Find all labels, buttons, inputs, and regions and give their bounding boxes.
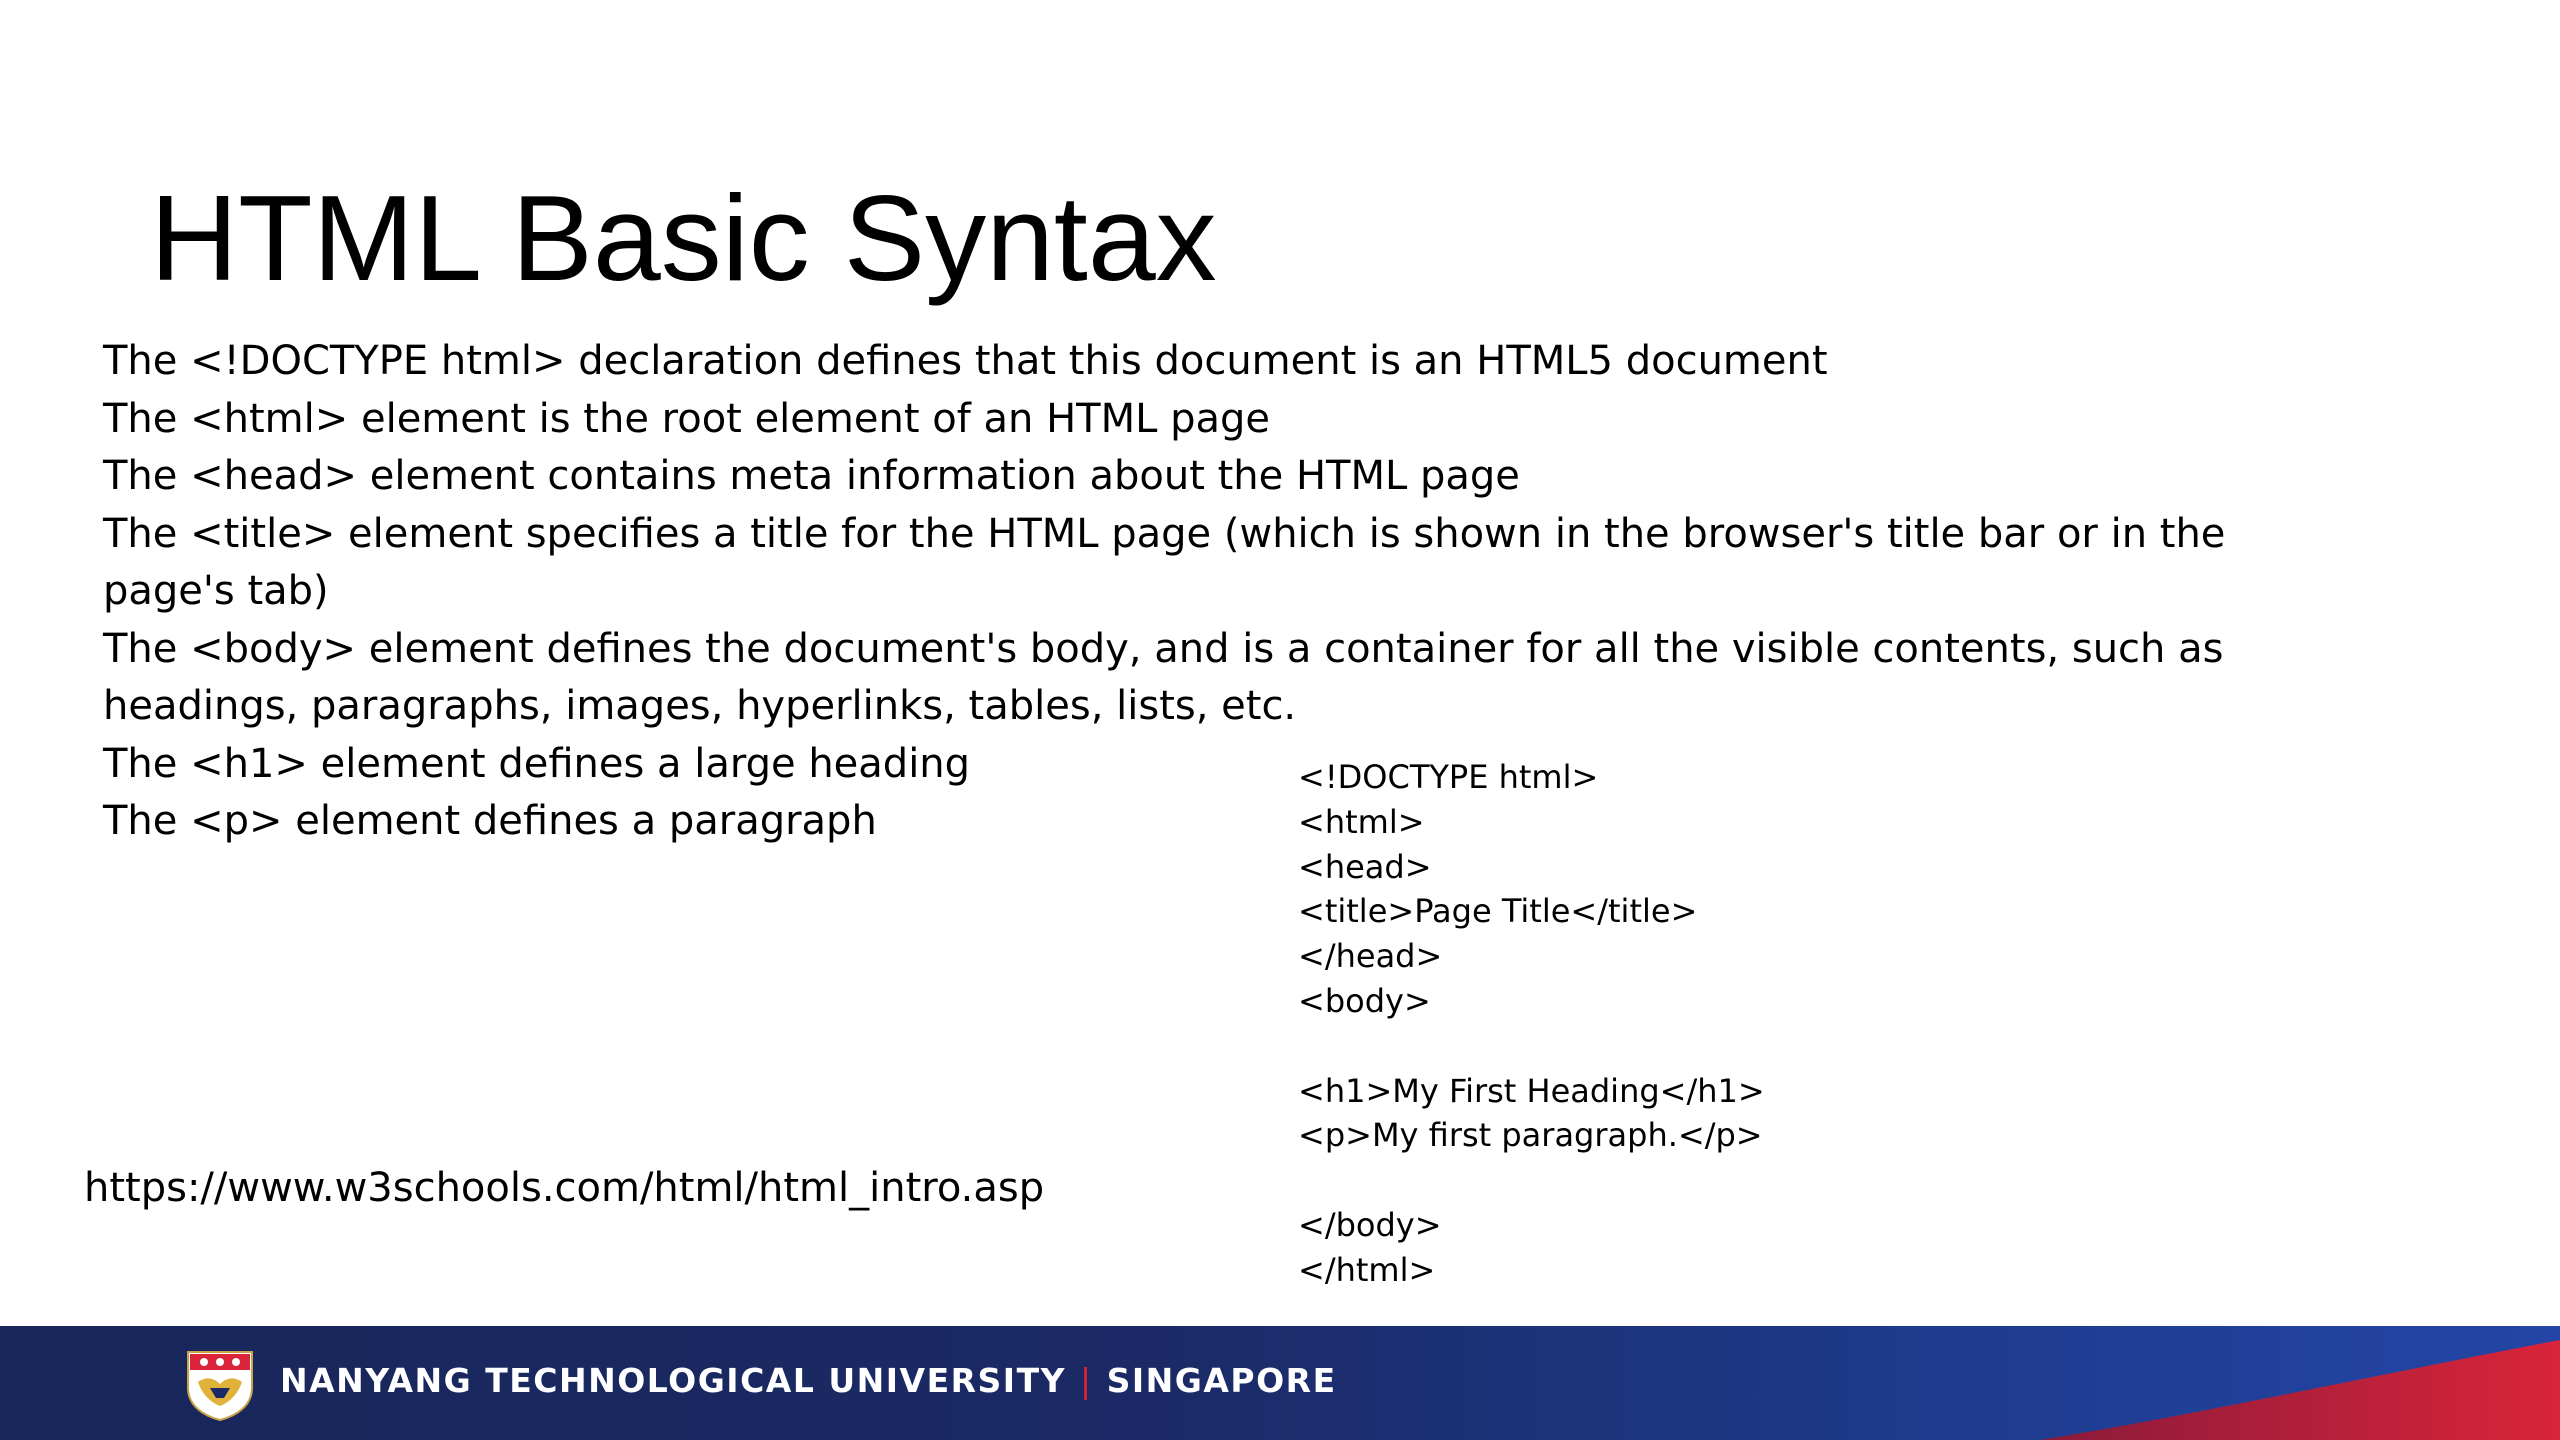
body-line: The <html> element is the root element of an HTML page [103, 395, 1270, 442]
code-line [1298, 1158, 1765, 1203]
code-line: <html> [1298, 802, 1425, 841]
code-line: </body> [1298, 1205, 1442, 1244]
code-line [1298, 1024, 1765, 1069]
slide-body [103, 333, 2263, 851]
code-line: <body> [1298, 981, 1431, 1020]
body-line: The <!DOCTYPE html> declaration defines that this document is an HTML5 document [103, 338, 1828, 384]
university-name: NANYANG TECHNOLOGICAL UNIVERSITY [280, 1361, 1066, 1400]
body-line: headings, paragraphs, images, hyperlinks, tables, lists, etc. [103, 683, 1297, 729]
code-line: </head> [1298, 937, 1443, 976]
code-sample [1298, 755, 1765, 1293]
code-line: <p>My first paragraph.</p> [1298, 1116, 1763, 1155]
wordmark-separator: | [1080, 1361, 1093, 1400]
body-line: The <title> element specifies a title for the HTML page (which is shown in the browser's title bar or in the [103, 510, 2226, 557]
body-line: The <p> element defines a paragraph [103, 798, 877, 844]
code-line: <!DOCTYPE html> [1298, 758, 1599, 796]
body-line: The <h1> element defines a large heading [103, 740, 971, 787]
footer-banner [0, 1326, 2560, 1440]
slide-title: HTML Basic Syntax [150, 170, 1217, 306]
body-line: The <head> element contains meta information about the HTML page [103, 453, 1520, 499]
university-location: SINGAPORE [1106, 1361, 1337, 1400]
footer-swoosh-decoration [2040, 1326, 2560, 1440]
body-line: page's tab) [103, 568, 329, 614]
university-wordmark [280, 1356, 1337, 1406]
body-line: The <body> element defines the document's body, and is a container for all the visible contents, such as [103, 625, 2224, 672]
code-line: <title>Page Title</title> [1298, 892, 1698, 931]
code-line: </html> [1298, 1250, 1436, 1289]
code-line: <head> [1298, 847, 1432, 886]
ntu-crest-icon [184, 1348, 256, 1422]
code-line: <h1>My First Heading</h1> [1298, 1071, 1765, 1110]
source-link[interactable]: https://www.w3schools.com/html/html_intro.asp [84, 1165, 1045, 1211]
